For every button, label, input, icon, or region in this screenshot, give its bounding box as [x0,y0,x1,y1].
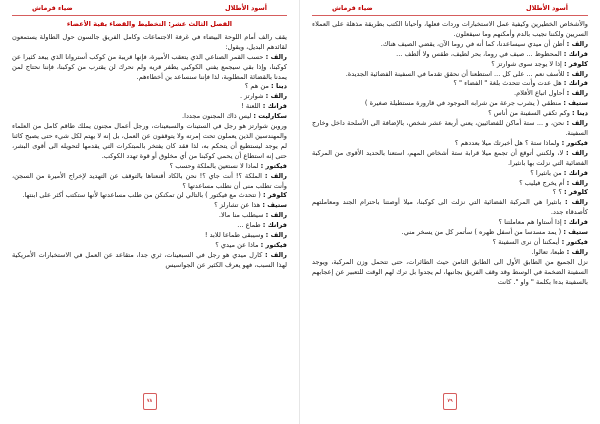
speaker-name: فيكتور : [561,138,588,147]
speaker-name: فرانك : [262,221,287,230]
speaker-name: رالف : [265,211,287,220]
dialogue-line [312,188,588,198]
speaker-name: رالف : [566,119,588,128]
speaker-name: دينا : [271,82,287,91]
speaker-name: رالف : [566,89,588,98]
page-number: ٧٨ [143,393,157,410]
dialogue-line [312,79,588,89]
speaker-name: رالف : [566,39,588,48]
dialogue-line [312,169,588,179]
dialogue-text: أيمكننا أن نرى السفينة ؟ [492,237,560,246]
dialogue-line [312,40,588,50]
dialogue-text: إذا أستاوا هم معاملتنا ؟ [498,218,562,227]
dialogue-text: ليس ذاك المجنون مجددا. [182,112,252,121]
speaker-name: فرانك : [563,168,588,177]
dialogue-text: سيطلب منا مالا. [218,211,264,220]
dialogue-line [12,162,287,172]
dialogue-text: والأشخاص الخطيرين وكيفية عمل الاستخبارات وردات فعلها، وأحيانا الكتب بطريقة مذهلة على العملاء السريين ولكننا نجيب بالدم وأمكنهم وما سيفعلون. [312,20,588,38]
dialogue-text: هذا عن تشارلز ؟ [214,201,261,210]
dialogue-line [312,248,588,258]
chapter-title: الفصل الثالث عشر: التخطيط والقضاء بقية الأعضاء [66,20,233,28]
speaker-name: ستيف : [563,99,588,108]
speaker-name: كلوفر : [563,59,588,68]
dialogue-line [312,119,588,139]
dialogue-text: حسب القمر الصناعي الذي يتعقب الأميرة، فإنها قريبة من كوكب أستروانا الذي يبعد كثيرا عن كوكبنا، وإذا بقي سيجمع يفني الكوكبي يطفر قريه ولم نحرك لن يقترب من كوكبنا، فإننا نحتاج لمن يمدنا بالقضائة المطلوبة، لذا فإننا سنساعد بن أخطاءهم. [12,52,287,81]
dialogue-list [312,20,588,287]
dialogue-text: وكم تكفي السفينة من أناس ؟ [488,109,570,118]
dialogue-line [312,99,588,109]
speaker-name: رالف : [265,52,287,61]
dialogue-line [12,102,287,112]
header-author: ضياء قرماش [32,4,73,12]
header-divider [312,15,588,16]
dialogue-line [312,60,588,70]
dialogue-line [12,122,287,162]
dialogue-text: هل عدت وأنت تتحدث بلغة " الفضاء " ؟ [453,79,562,88]
speaker-name: رالف : [265,92,287,101]
speaker-name: رالف : [265,250,287,259]
dialogue-text: نحن، و ... ستة أماكن للفضائيين، يعني أربعة عشر شخص، بالإضافة الى الأسلحة داخل وخارج السفينة. [312,119,588,137]
dialogue-line [312,20,588,40]
dialogue-text: ( تتحدث مع فيكتور ) بالتالي لن تمكنكن من طلب مساعدتها لأنها ستكتب أكثر على ابنتها. [22,191,261,200]
dialogue-text: بانثيرا هي المركبة الفضائية التي نزلت الى كوكبنا، ميلا أوصتنا باحترام الجند ومعاملتهم كأصدقاء جدد. [312,198,588,217]
speaker-name: رالف : [265,231,287,240]
speaker-name: ستيف : [563,228,588,237]
dialogue-line [312,149,588,169]
speaker-name: رالف : [566,247,588,256]
speaker-name: فيكتور : [260,240,287,249]
dialogue-line [12,221,287,231]
page-body [312,20,588,382]
dialogue-text: نزل الجميع من الطابق الأول الى الطابق الثامن حيث الطائرات، حتى تتحمل وزن المركبة، ويوجد السفينة الضخمة في الوسط وقد وقف الفريق بجانبها، لم يجدوا بل ترك لهم الوقت للتعبير عن إعجابهم بالسفينة بدءا بكلمة " واو ". كانت [312,257,588,286]
speaker-name: رالف : [566,69,588,78]
speaker-name: ستيف : [262,201,287,210]
dialogue-text: كارل ميدي هو رجل في السبعينات، ثري جدا، متقاعد عن العمل في الاستخبارات الأمريكية لهذا السبب، فهو يعرف الكثير عن الجواسيس [12,250,287,269]
right-page [300,0,600,424]
header-author: ضياء قرماش [332,4,373,12]
dialogue-line [312,238,588,248]
speaker-name: كلوفر : [563,188,588,197]
dialogue-text: منطقي ( يشرب جرعة من شرابه الموجود في قارورة مستطيلة صغيرة ) [364,99,562,108]
dialogue-line [12,82,287,92]
dialogue-text: المحظوظ ... صيف في روما، بحر لطيف، طقس ولا ألطف ... [396,49,562,58]
dialogue-line [312,258,588,288]
speaker-name: دينا : [572,109,588,118]
dialogue-line [312,179,588,189]
dialogue-text: وسيبقى طماعا للابد ! [204,231,264,240]
speaker-name: فرانك : [563,49,588,58]
dialogue-line [12,231,287,241]
dialogue-line [312,139,588,149]
dialogue-text: ماذا عن ميدي ؟ [215,240,259,249]
dialogue-text: إذا لا يوجد سوى شوارتز ؟ [491,59,562,68]
speaker-name: فرانك : [563,218,588,227]
speaker-name: رالف : [565,198,588,207]
speaker-name: سكارليت : [253,112,287,121]
dialogue-line [312,198,588,218]
dialogue-line [312,50,588,60]
dialogue-text: وروبن شوارتز هو رجل في الستينات والسبعينات، ورجل أعمال مجنون يملك طاقم كامل من العلماء والمهندسين الذين يعملون تحت إمرته ولا يتوقفون عن العمل، بل إنه لا يهتم لكل شيء حتى يصبح كائنا لم يوجد ليستطيع أن يتحكم به، لذا فقد كان يفتخر بالمبتكرات التي يقدمها لتحويله الى أقوى البشر، حتى إنه استطاع أن يحمي كوكبنا من أي مخلوق أو قوة تهدد الكوكب. [12,122,287,160]
dialogue-text: شوارتز . [239,92,264,101]
dialogue-text: من بانثيرا ؟ [530,168,562,177]
dialogue-text: اللعنة ! [241,102,261,111]
speaker-name: رالف : [566,178,588,187]
speaker-name: فيكتور : [561,237,588,246]
dialogue-line [12,251,287,271]
dialogue-line [312,109,588,119]
dialogue-line [12,172,287,192]
dialogue-line [12,33,287,53]
header-book-title: أسود الأطلال [525,4,568,12]
dialogue-text: طماع ... [237,221,261,230]
dialogue-text: ؟ ؟ [552,188,562,197]
dialogue-line [12,92,287,102]
dialogue-text: أم يخرج فيليب ؟ [519,178,565,187]
dialogue-line [312,70,588,80]
speaker-name: رالف : [565,148,588,157]
dialogue-text: لا، ولكنني أتوقع أن تجمع ميلا قرابة ستة أشخاص المهم، استعنا بالحديد الأقوى من المركبة الفضائية التي نزلت بها بانثيرا. [312,148,588,167]
speaker-name: فرانك : [563,79,588,88]
dialogue-text: للأسف نعم ... على كل ... استطعنا أن نحقق تقدما في السفينة الفضائية الجديدة. [345,69,565,78]
dialogue-line [12,53,287,83]
speaker-name: رالف : [264,171,287,180]
header-divider [12,15,287,16]
dialogue-text: من هم ؟ [244,82,269,91]
page-body [12,20,287,382]
header-book-title: أسود الأطلال [224,4,267,12]
dialogue-line [312,228,588,238]
dialogue-line [12,201,287,211]
dialogue-line [312,89,588,99]
dialogue-text: أحاول اتباع الأفلام. [514,89,565,98]
dialogue-text: أظن أن ميدي سيساعدنا، كما أنه في روما الآن، يقضي الصيف هناك. [380,39,565,48]
dialogue-text: يقف رالف أمام اللوحة البيضاء في غرفة الاجتماعات وكامل الفريق جالسون حول الطاولة يستمعون لقائدهم البديل، ويقول: [12,32,287,51]
dialogue-list [12,33,287,271]
dialogue-line [12,191,287,201]
dialogue-text: ولماذا ستة ؟ هل أخبرتك ميلا بعددهم ؟ [454,138,560,147]
dialogue-text: طبعا، تعالوا. [531,247,565,256]
speaker-name: كلوفر : [262,191,287,200]
speaker-name: فيكتور : [260,161,287,170]
dialogue-line [12,211,287,221]
dialogue-text: ( يمد مسدسا من أسفل ظهره ) سأتمر كل من يسخر مني. [401,228,562,237]
dialogue-line [12,241,287,251]
dialogue-line [12,112,287,122]
dialogue-line [312,218,588,228]
speaker-name: فرانك : [262,102,287,111]
dialogue-text: الملكة ؟! أنت جاي ؟! نحن بالكاد أقنعناها بالتوقف عن التهديد لإخراج الأميرة من السجن، وأنت تطلب منى أن نطلب مساعدتها ؟ [12,171,287,190]
page-number: ٧٩ [443,393,457,410]
dialogue-text: لماذا لا نستعين بالملكة وحسب ؟ [169,161,259,170]
